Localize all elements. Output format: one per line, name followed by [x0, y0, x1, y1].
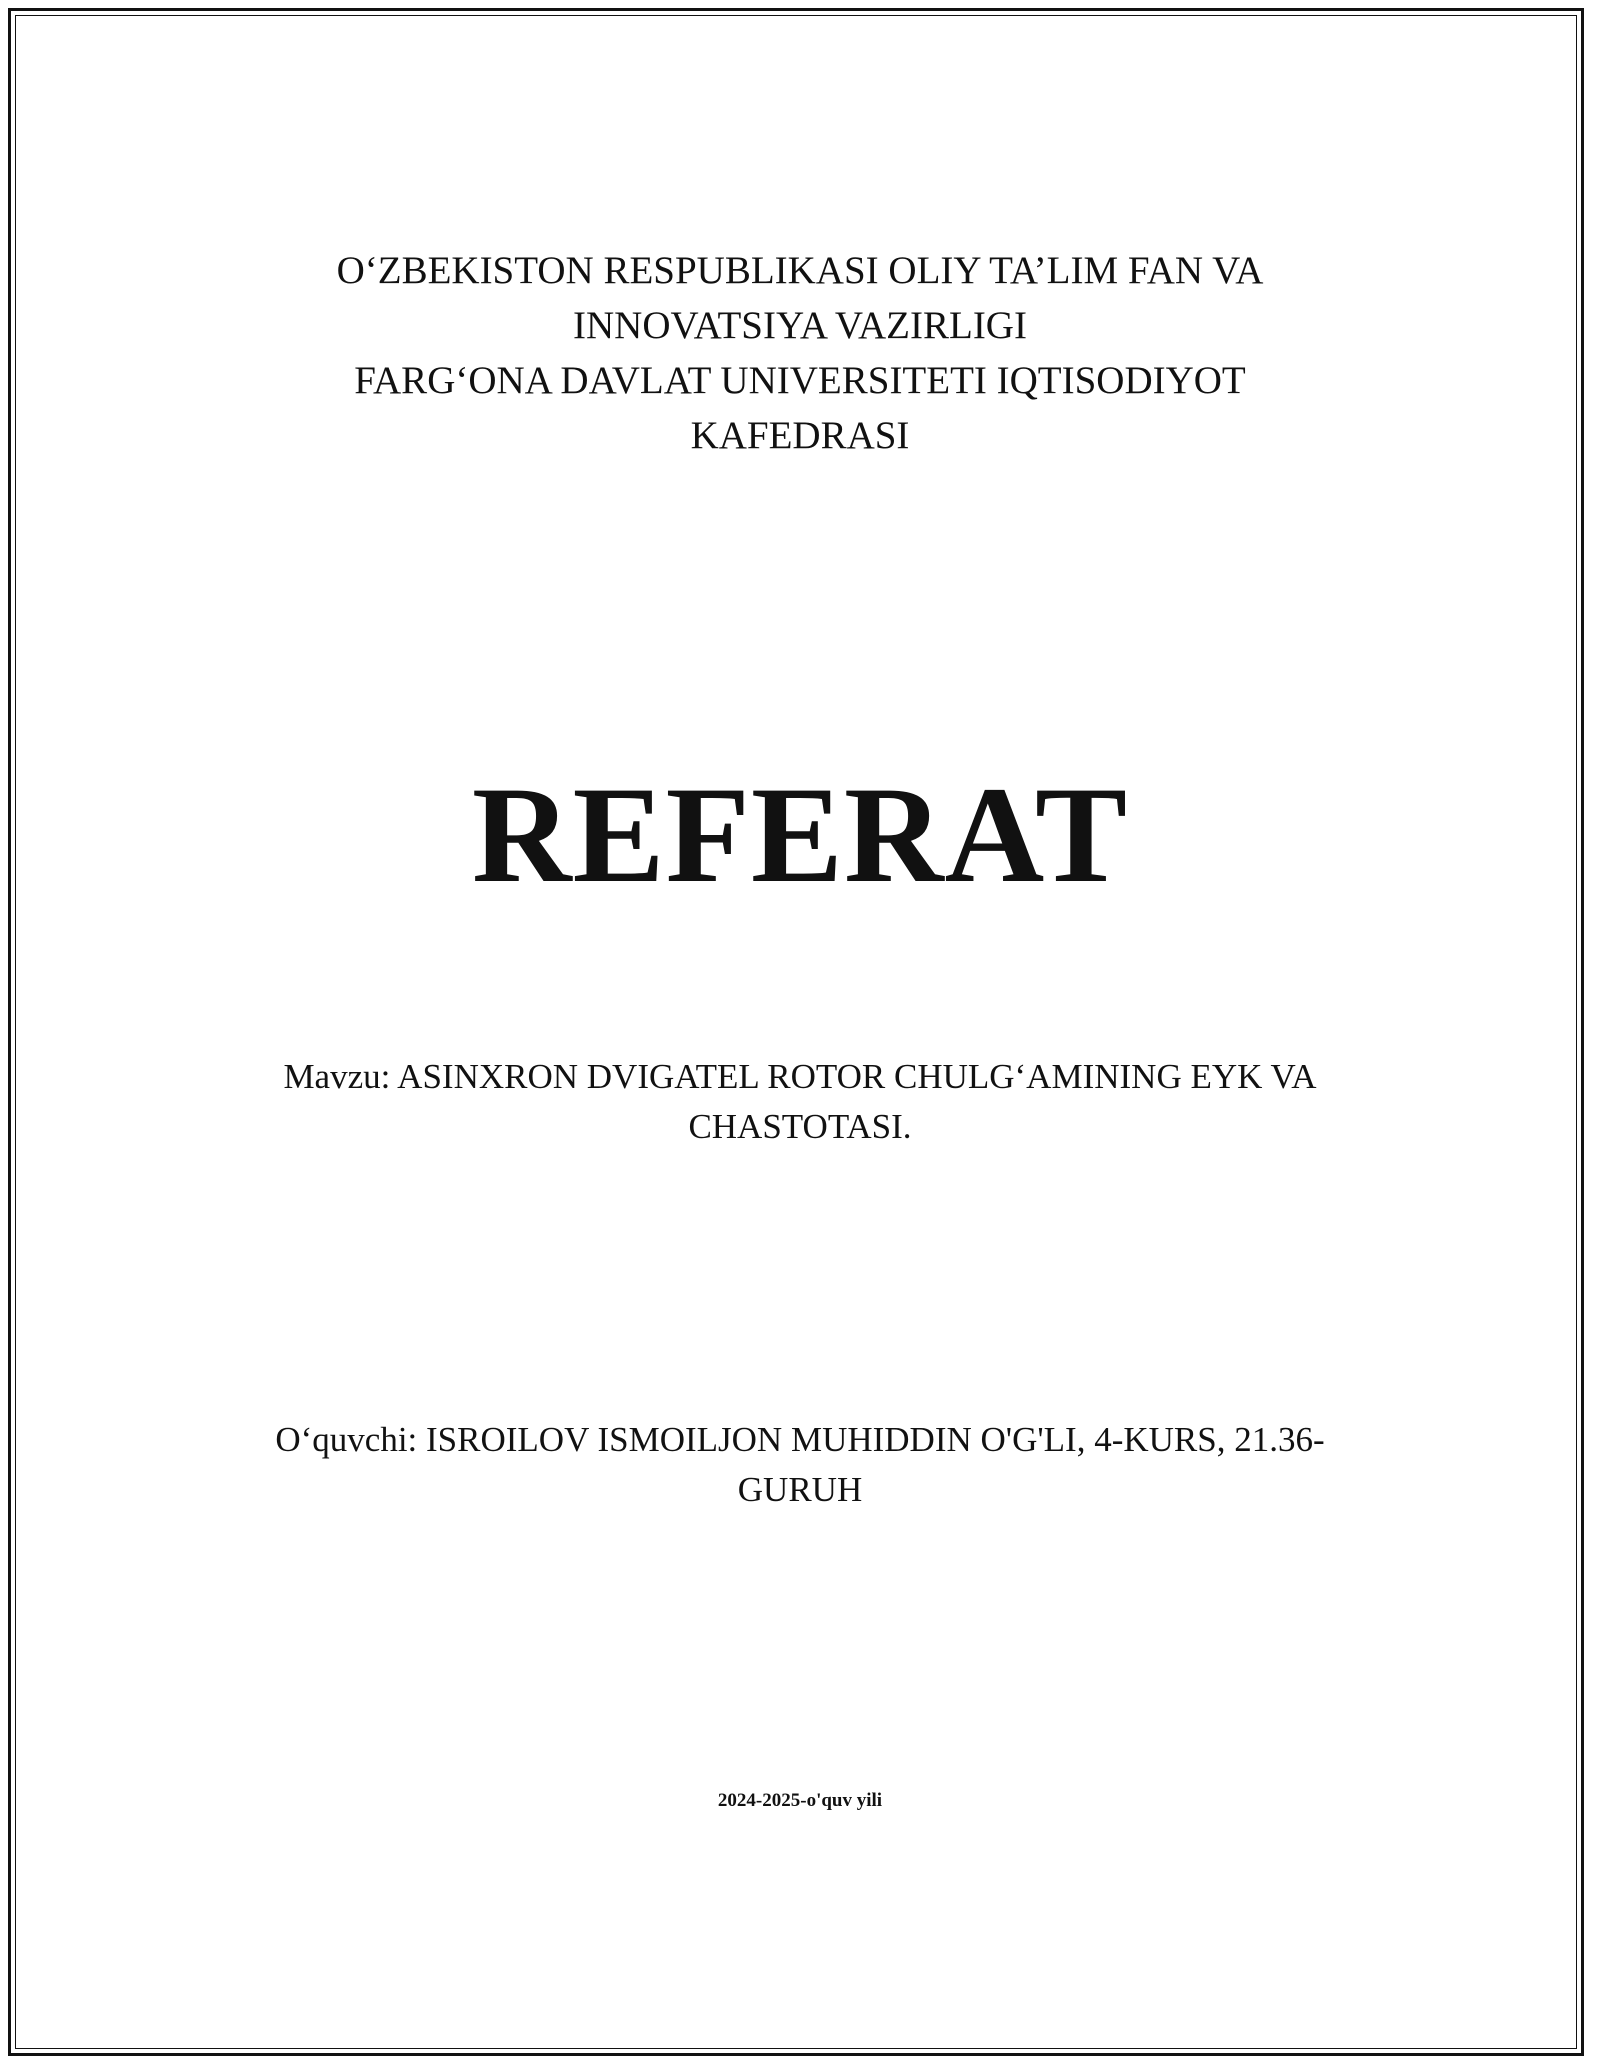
document-title: REFERAT	[471, 758, 1129, 911]
student-line: O‘quvchi: ISROILOV ISMOILJON MUHIDDIN O'G'LI, 4-KURS, 21.36-	[275, 1420, 1325, 1459]
header-line: O‘ZBEKISTON RESPUBLIKASI OLIY TA’LIM FAN VA	[336, 249, 1264, 292]
topic-line: CHASTOTASI.	[688, 1107, 912, 1146]
header-line: FARG‘ONA DAVLAT UNIVERSITETI IQTISODIYOT	[354, 359, 1246, 402]
student-line: GURUH	[737, 1470, 863, 1509]
ministry-header	[0, 243, 1600, 463]
header-line: KAFEDRASI	[690, 414, 910, 457]
header-line: INNOVATSIYA VAZIRLIGI	[573, 304, 1027, 347]
topic-line: Mavzu: ASINXRON DVIGATEL ROTOR CHULG‘AMINING EYK VA	[283, 1057, 1317, 1096]
student-block	[0, 1415, 1600, 1515]
topic-block	[0, 1052, 1600, 1152]
academic-year: 2024-2025-o'quv yili	[717, 1790, 883, 1811]
